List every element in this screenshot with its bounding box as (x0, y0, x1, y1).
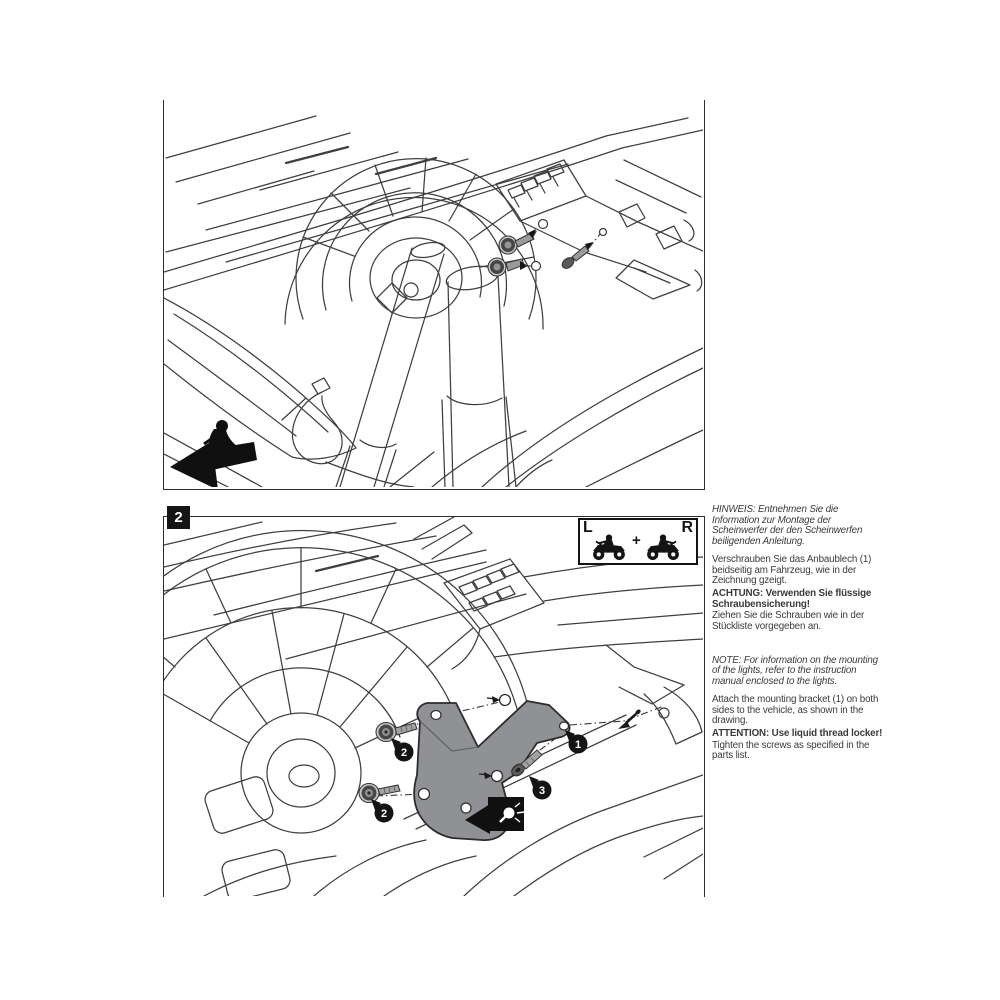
headlight-housing (496, 160, 703, 299)
callout-countersunk-number: 3 (538, 785, 546, 797)
german-note: HINWEIS: Entnehmen Sie die Information zur Montage der Scheinwerfer der den Scheinwerfen beiligenden Anleitung. (712, 504, 863, 548)
left-side-label: L (583, 519, 593, 536)
english-warning: ATTENTION: Use liquid thread locker! (712, 727, 883, 739)
german-attach: Verschrauben Sie das Anbaublech (1) beidseitig am Fahrzeug, wie in der Zeichnung gzeigt. (712, 553, 872, 587)
english-tighten: Tighten the screws as specified in the parts list. (712, 739, 870, 762)
upper-body-lines (164, 517, 526, 659)
motorcycle-right-icon (644, 533, 682, 561)
fork-tubes (336, 240, 516, 487)
german-tighten: Ziehen Sie die Schrauben wie in der Stückliste vorgegeben an. (712, 610, 865, 633)
english-note: NOTE: For information on the mounting of the lights, refer to the instruction manual enclosed to the lights. (712, 654, 878, 688)
fastener-screws (488, 220, 607, 277)
callout-upper-screw (391, 738, 414, 762)
cable-loop (292, 378, 414, 487)
callout-countersunk-screw (529, 776, 552, 800)
callout-upper-screw-number: 2 (400, 747, 408, 759)
callout-lower-screw-number: 2 (380, 808, 388, 820)
step-number-badge: 2 (167, 506, 190, 529)
callout-lower-screw (371, 799, 394, 823)
german-warning: ACHTUNG: Verwenden Sie flüssige Schraubensicherung! (712, 587, 872, 610)
instructions-column (712, 505, 884, 769)
figure-step2-panel (163, 516, 705, 897)
side-indicator-box (578, 518, 698, 565)
step1-technical-drawing (164, 100, 703, 487)
motorcycle-left-icon (590, 533, 628, 561)
left-fender (164, 298, 356, 459)
plus-sign: + (632, 532, 641, 549)
step2-technical-drawing (164, 517, 703, 896)
right-side-label: R (681, 519, 693, 536)
callout-bracket-number: 1 (574, 739, 582, 751)
english-attach: Attach the mounting bracket (1) on both sides to the vehicle, as shown in the drawing. (712, 693, 879, 727)
figure-step1-panel (163, 100, 705, 490)
fan-shroud-large (164, 530, 533, 896)
lower-body-curves (164, 348, 703, 487)
